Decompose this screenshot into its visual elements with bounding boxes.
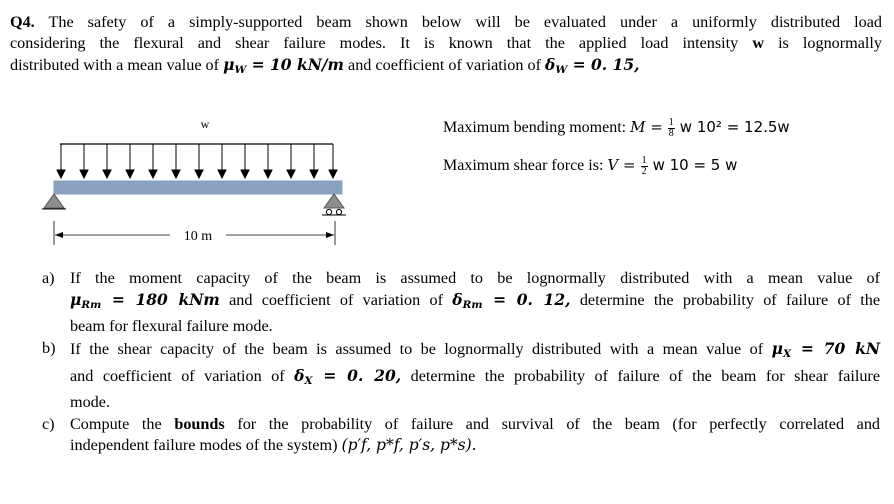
load-arrows <box>57 144 337 178</box>
shear-equation: Maximum shear force is: V = $\frac{1}{2}$ w 10 = 5 w <box>443 155 738 177</box>
question-parts <box>42 268 880 457</box>
load-label: w <box>200 117 210 131</box>
load-arrow <box>149 144 157 178</box>
load-arrow <box>195 144 203 178</box>
fraction-one-eighth: $\frac{1}{8}$ <box>668 117 674 139</box>
beam <box>54 181 342 194</box>
load-arrow <box>241 144 249 178</box>
load-arrow <box>126 144 134 178</box>
load-arrow <box>80 144 88 178</box>
load-arrow <box>103 144 111 178</box>
load-arrow <box>172 144 180 178</box>
moment-equation: Maximum bending moment: M = $\frac{1}{8}$ w 10² = 12.5w <box>443 117 790 139</box>
delta-w-symbol: $\delta_W = 0$. 15, <box>545 55 640 76</box>
dim-arrow-left <box>55 232 63 238</box>
part-b: b) If the shear capacity of the beam is assumed to be lognormally distributed with a mean value of $\mu_X = 70$ kN and coefficient of variation of $\delta_X = 0$. 20, determine the probability of failure of the beam for shear failure mode. <box>42 339 880 411</box>
span-label: 10 m <box>183 229 213 244</box>
question-number: Q4. <box>10 13 35 31</box>
roller-wheel <box>326 209 331 214</box>
beam-diagram <box>30 110 370 250</box>
dim-arrow-right <box>326 232 334 238</box>
fraction-one-half: $\frac{1}{2}$ <box>641 155 647 177</box>
pin-support <box>44 194 64 208</box>
load-arrow <box>218 144 226 178</box>
load-arrow <box>310 144 318 178</box>
mu-w-symbol: $\mu_W = 10$ kN/m <box>223 55 344 76</box>
load-arrow <box>329 144 337 178</box>
roller-support <box>324 194 344 208</box>
load-arrow <box>264 144 272 178</box>
load-arrow <box>57 144 65 178</box>
part-a: a) If the moment capacity of the beam is assumed to be lognormally distributed with a mean value of $\mu_{Rm} = 180$ kNm and coefficient of variation of $\delta_{Rm} = 0$. 12, determine the probability of failure of the beam for flexural failure mode. <box>42 269 881 335</box>
question-line-2: considering the flexural and shear failure modes. It is known that the applied load intensity w is lognormally <box>10 34 883 52</box>
load-arrow <box>287 144 295 178</box>
part-c: c) Compute the bounds for the probability of failure and survival of the beam (for perfectly correlated and independent failure modes of the system) (p′f, p*f, p′s, p*s). <box>42 415 881 454</box>
question-line-3: distributed with a mean value of $\mu_W = 10$ kN/m and coefficient of variation of $\delta_W = 0$. 15, <box>10 55 640 76</box>
roller-wheel <box>336 209 341 214</box>
question-intro <box>10 12 882 81</box>
question-line-1: Q4. The safety of a simply-supported beam shown below will be evaluated under a uniformly distributed load <box>10 13 882 31</box>
